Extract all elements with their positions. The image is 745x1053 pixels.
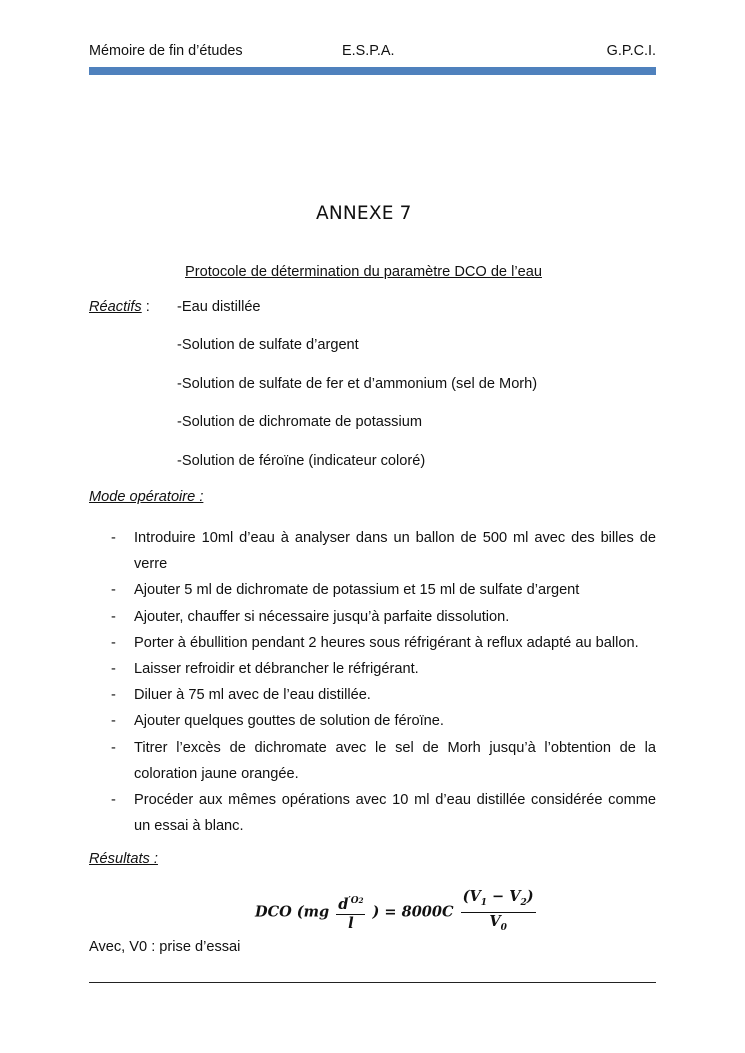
procedure-step	[89, 604, 656, 630]
num-sup-text: ′O	[348, 895, 359, 906]
step-bullet: -	[111, 530, 116, 546]
header-right-text: G.P.C.I.	[606, 43, 656, 59]
procedure-step	[89, 708, 656, 734]
reactifs-colon: :	[141, 299, 150, 315]
reagent-item: -Solution de féroïne (indicateur coloré)	[177, 453, 426, 469]
step-bullet: -	[111, 687, 116, 704]
protocol-subtitle: Protocole de détermination du paramètre DCO de l’eau	[185, 264, 542, 280]
procedure-steps	[89, 525, 656, 839]
step-bullet: -	[111, 661, 116, 678]
mode-operatoire-label: Mode opératoire :	[89, 489, 204, 505]
step-bullet: -	[111, 634, 116, 651]
step-text: Laisser refroidir et débrancher le réfrigérant.	[134, 661, 419, 678]
step-text: Ajouter 5 ml de dichromate de potassium et 15 ml de sulfate d’argent	[134, 582, 580, 599]
num-sub2: 2	[520, 897, 527, 908]
avec-note: Avec, V0 : prise d’essai	[89, 939, 241, 955]
step-text: Introduire 10ml d’eau à analyser dans un ballon de 500 ml avec des billes de verre	[134, 530, 656, 573]
header-center-text: E.S.P.A.	[342, 43, 395, 59]
step-text: Porter à ébullition pendant 2 heures sous réfrigérant à reflux adapté au ballon.	[134, 634, 639, 651]
num-sub1: 1	[480, 897, 487, 908]
step-text: Procéder aux mêmes opérations avec 10 ml d’eau distillée considérée comme un essai à blanc.	[134, 792, 656, 835]
header-left-text: Mémoire de fin d’études	[89, 43, 243, 59]
reagent-item: -Solution de sulfate de fer et d’ammonium (sel de Morh)	[177, 376, 538, 392]
procedure-step	[89, 735, 656, 787]
num-close: )	[526, 888, 534, 905]
fraction-2-denominator	[461, 913, 536, 937]
step-bullet: -	[111, 713, 116, 730]
header-rule	[89, 67, 656, 75]
formula-mid: ) = 8000C	[372, 903, 454, 921]
procedure-step	[89, 787, 656, 839]
num-v1: (V	[462, 888, 481, 905]
procedure-step	[89, 577, 656, 603]
page-header	[89, 43, 656, 63]
step-bullet: -	[111, 608, 116, 625]
reactifs-label	[89, 299, 150, 315]
step-text: Ajouter, chauffer si nécessaire jusqu’à parfaite dissolution.	[134, 608, 510, 625]
annex-title: ANNEXE 7	[316, 203, 412, 224]
num-sup-sub: 2	[358, 895, 364, 905]
step-text: Diluer à 75 ml avec de l’eau distillée.	[134, 687, 371, 704]
den-v: V	[489, 912, 501, 930]
fraction-1-numerator	[336, 892, 365, 915]
formula-lhs: DCO (mg	[255, 903, 330, 921]
fraction-2-numerator	[461, 888, 536, 913]
resultats-label: Résultats :	[89, 851, 158, 867]
procedure-step	[89, 525, 656, 577]
step-text: Titrer l’excès de dichromate avec le sel de Morh jusqu’à l’obtention de la coloration jaune orangée.	[134, 739, 656, 782]
formula-fraction-1	[336, 892, 365, 933]
reagent-item: -Solution de dichromate de potassium	[177, 414, 422, 430]
step-text: Ajouter quelques gouttes de solution de féroïne.	[134, 713, 444, 730]
reagent-item: -Eau distillée	[177, 299, 261, 315]
num-minus-v2: − V	[486, 888, 521, 905]
num-sup	[348, 896, 363, 906]
formula-fraction-2	[461, 888, 536, 937]
reactifs-label-text: Réactifs	[89, 299, 142, 315]
procedure-step	[89, 656, 656, 682]
num-d: d	[338, 895, 349, 913]
den-sub0: 0	[500, 922, 507, 933]
dco-formula	[255, 888, 538, 937]
procedure-step	[89, 630, 656, 656]
reagent-item: -Solution de sulfate d’argent	[177, 337, 359, 353]
procedure-step	[89, 682, 656, 708]
step-bullet: -	[111, 582, 116, 599]
step-bullet: -	[111, 739, 116, 756]
fraction-1-denominator: l	[348, 914, 354, 932]
footer-rule	[89, 982, 656, 983]
step-bullet: -	[111, 792, 116, 809]
